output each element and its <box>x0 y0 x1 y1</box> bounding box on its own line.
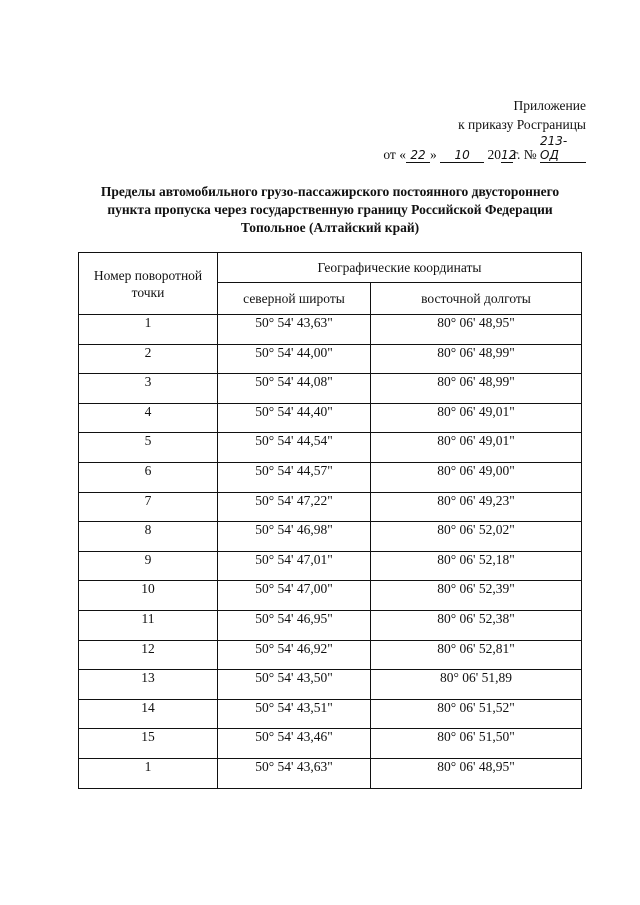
order-number-field: 213-ОД <box>540 134 586 163</box>
appendix-order-ref: к приказу Росграницы <box>458 117 586 132</box>
cell-north-lat: 50° 54' 43,46" <box>218 729 371 759</box>
cell-north-lat: 50° 54' 44,00" <box>218 344 371 374</box>
table-row <box>79 433 582 463</box>
cell-point-number: 14 <box>79 699 218 729</box>
table-row <box>79 344 582 374</box>
cell-east-lon: 80° 06' 51,52" <box>371 699 582 729</box>
title-line-2: пункта пропуска через государственную границу Российской Федерации <box>107 202 553 217</box>
cell-east-lon: 80° 06' 52,38" <box>371 610 582 640</box>
cell-east-lon: 80° 06' 51,50" <box>371 729 582 759</box>
coordinates-table <box>78 252 582 789</box>
cell-east-lon: 80° 06' 48,99" <box>371 344 582 374</box>
appendix-title: Приложение <box>513 98 586 113</box>
header-geo-coords: Географические координаты <box>218 253 582 283</box>
cell-east-lon: 80° 06' 49,01" <box>371 403 582 433</box>
cell-point-number: 13 <box>79 670 218 700</box>
cell-north-lat: 50° 54' 46,98" <box>218 522 371 552</box>
cell-north-lat: 50° 54' 43,63" <box>218 315 371 345</box>
cell-point-number: 1 <box>79 315 218 345</box>
date-day-field: 22 <box>406 148 430 163</box>
cell-point-number: 9 <box>79 551 218 581</box>
year-prefix: 20 <box>487 147 501 162</box>
cell-point-number: 6 <box>79 462 218 492</box>
cell-point-number: 1 <box>79 758 218 788</box>
header-north-lat: северной широты <box>218 283 371 315</box>
cell-east-lon: 80° 06' 52,39" <box>371 581 582 611</box>
table-row <box>79 462 582 492</box>
cell-east-lon: 80° 06' 48,99" <box>371 374 582 404</box>
title-line-3: Топольное (Алтайский край) <box>240 220 420 235</box>
table-row <box>79 699 582 729</box>
cell-point-number: 11 <box>79 610 218 640</box>
cell-east-lon: 80° 06' 48,95" <box>371 315 582 345</box>
title-line-1: Пределы автомобильного грузо-пассажирского постоянного двустороннего <box>100 184 560 199</box>
year-suffix-field: 12 <box>500 148 517 162</box>
year-tail: г. № <box>512 147 537 162</box>
table-row <box>79 610 582 640</box>
cell-point-number: 12 <box>79 640 218 670</box>
cell-north-lat: 50° 54' 43,51" <box>218 699 371 729</box>
cell-point-number: 5 <box>79 433 218 463</box>
cell-east-lon: 80° 06' 49,23" <box>371 492 582 522</box>
document-title <box>40 183 620 237</box>
cell-north-lat: 50° 54' 44,40" <box>218 403 371 433</box>
cell-north-lat: 50° 54' 46,95" <box>218 610 371 640</box>
cell-north-lat: 50° 54' 43,63" <box>218 758 371 788</box>
cell-north-lat: 50° 54' 47,01" <box>218 551 371 581</box>
date-prefix: от « <box>383 147 406 162</box>
cell-north-lat: 50° 54' 44,57" <box>218 462 371 492</box>
table-row <box>79 729 582 759</box>
appendix-date-line <box>383 134 586 164</box>
cell-north-lat: 50° 54' 47,22" <box>218 492 371 522</box>
table-row <box>79 581 582 611</box>
cell-point-number: 2 <box>79 344 218 374</box>
header-east-lon: восточной долготы <box>371 283 582 315</box>
cell-north-lat: 50° 54' 44,08" <box>218 374 371 404</box>
cell-point-number: 4 <box>79 403 218 433</box>
cell-north-lat: 50° 54' 46,92" <box>218 640 371 670</box>
cell-point-number: 8 <box>79 522 218 552</box>
cell-east-lon: 80° 06' 48,95" <box>371 758 582 788</box>
appendix-header <box>383 96 586 164</box>
cell-point-number: 10 <box>79 581 218 611</box>
table-row <box>79 315 582 345</box>
table-row <box>79 670 582 700</box>
date-month-field: 10 <box>440 148 484 163</box>
cell-east-lon: 80° 06' 49,01" <box>371 433 582 463</box>
table-row <box>79 374 582 404</box>
table-row <box>79 403 582 433</box>
cell-point-number: 15 <box>79 729 218 759</box>
cell-north-lat: 50° 54' 44,54" <box>218 433 371 463</box>
cell-point-number: 7 <box>79 492 218 522</box>
table-row <box>79 492 582 522</box>
table-body <box>79 315 582 789</box>
cell-east-lon: 80° 06' 52,18" <box>371 551 582 581</box>
cell-east-lon: 80° 06' 51,89 <box>371 670 582 700</box>
cell-north-lat: 50° 54' 47,00" <box>218 581 371 611</box>
header-point-number: Номер поворотной точки <box>79 253 218 315</box>
cell-point-number: 3 <box>79 374 218 404</box>
cell-east-lon: 80° 06' 52,02" <box>371 522 582 552</box>
cell-north-lat: 50° 54' 43,50" <box>218 670 371 700</box>
cell-east-lon: 80° 06' 49,00" <box>371 462 582 492</box>
cell-east-lon: 80° 06' 52,81" <box>371 640 582 670</box>
table-row <box>79 758 582 788</box>
table-row <box>79 522 582 552</box>
table-row <box>79 551 582 581</box>
table-row <box>79 640 582 670</box>
date-quote-close: » <box>429 147 437 162</box>
